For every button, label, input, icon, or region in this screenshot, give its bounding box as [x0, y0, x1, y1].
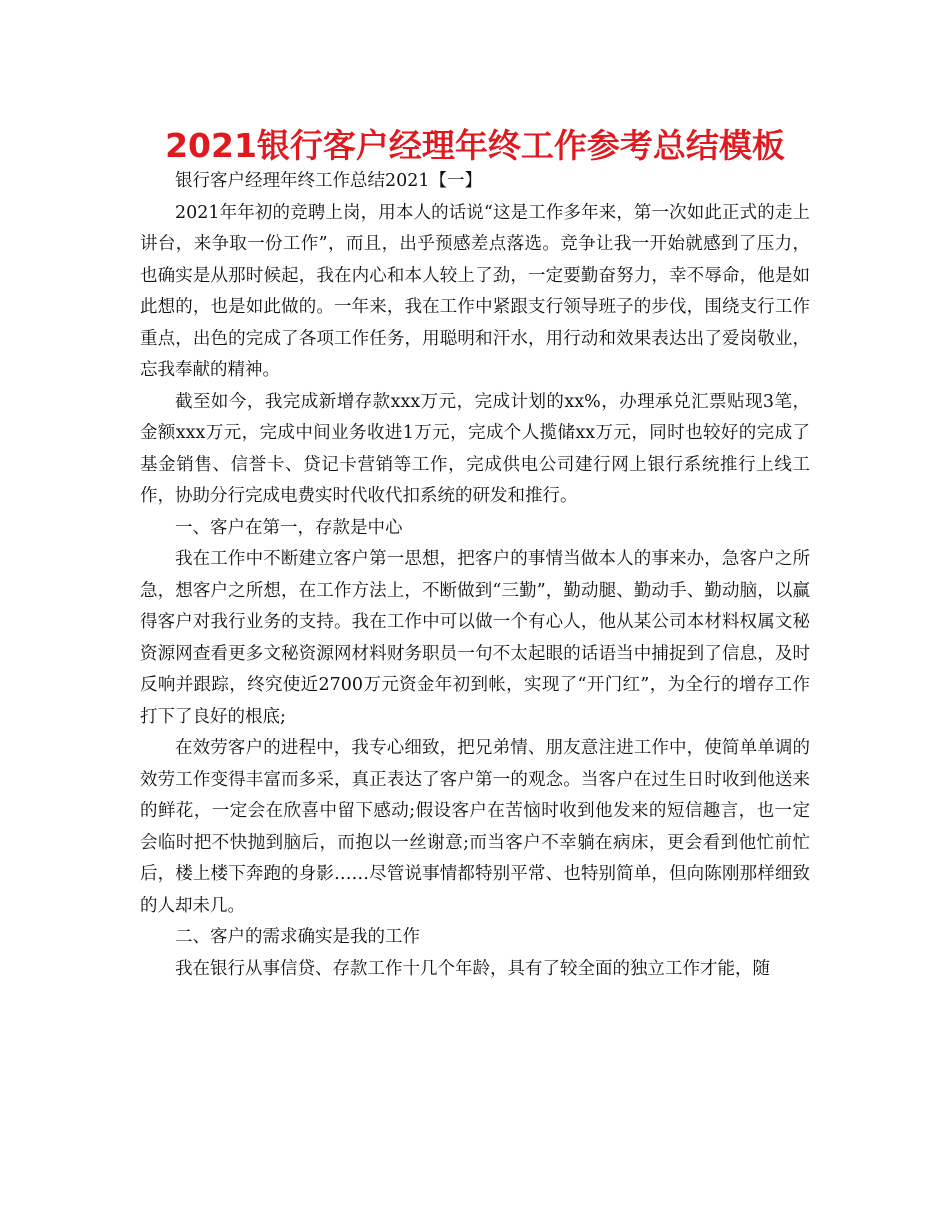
paragraph: 我在工作中不断建立客户第一思想，把客户的事情当做本人的事来办，急客户之所急，想客户之所想，在工作方法上，不断做到“三勤”，勤动腿、勤动手、勤动脑，以赢得客户对我行业务的支持。我在工作中可以做一个有心人，他从某公司本材料权属文秘资源网查看更多文秘资源网材料财务职员一句不太起眼的话语当中捕捉到了信息，及时反响并跟踪，终究使近2700万元资金年初到帐，实现了“开门红”，为全行的增存工作打下了良好的根底; — [140, 549, 810, 727]
paragraph: 在效劳客户的进程中，我专心细致，把兄弟情、朋友意注进工作中，使简单单调的效劳工作变得丰富而多采，真正表达了客户第一的观念。当客户在过生日时收到他送来的鲜花，一定会在欣喜中留下感动;假设客户在苦恼时收到他发来的短信趣言，也一定会临时把不快抛到脑后，而抱以一丝谢意;而当客户不幸躺在病床，更会看到他忙前忙后，楼上楼下奔跑的身影……尽管说事情都特别平常、也特别简单，但向陈刚那样细致的人却未几。 — [140, 738, 810, 916]
paragraph: 截至如今，我完成新增存款xxx万元，完成计划的xx%，办理承兑汇票贴现3笔，金额xxx万元，完成中间业务收进1万元，完成个人揽储xx万元，同时也较好的完成了基金销售、信誉卡、贷记卡营销等工作，完成供电公司建行网上银行系统推行上线工作，协助分行完成电费实时代收代扣系统的研发和推行。 — [140, 391, 810, 506]
section-subtitle: 银行客户经理年终工作总结2021【一】 — [175, 171, 483, 191]
section-heading: 二、客户的需求确实是我的工作 — [175, 927, 420, 947]
document-body — [140, 166, 810, 985]
paragraph: 2021年年初的竞聘上岗，用本人的话说“这是工作多年来，第一次如此正式的走上讲台，来争取一份工作”，而且，出乎预感差点落选。竞争让我一开始就感到了压力，也确实是从那时候起，我在内心和本人较上了劲，一定要勤奋努力，幸不辱命，他是如此想的，也是如此做的。一年来，我在工作中紧跟支行领导班子的步伐，围绕支行工作重点，出色的完成了各项工作任务，用聪明和汗水，用行动和效果表达出了爱岗敬业，忘我奉献的精神。 — [140, 202, 810, 380]
document-title: 2021银行客户经理年终工作参考总结模板 — [165, 126, 785, 165]
section-heading: 一、客户在第一，存款是中心 — [175, 517, 403, 538]
paragraph: 我在银行从事信贷、存款工作十几个年龄，具有了较全面的独立工作才能，随 — [175, 958, 770, 979]
